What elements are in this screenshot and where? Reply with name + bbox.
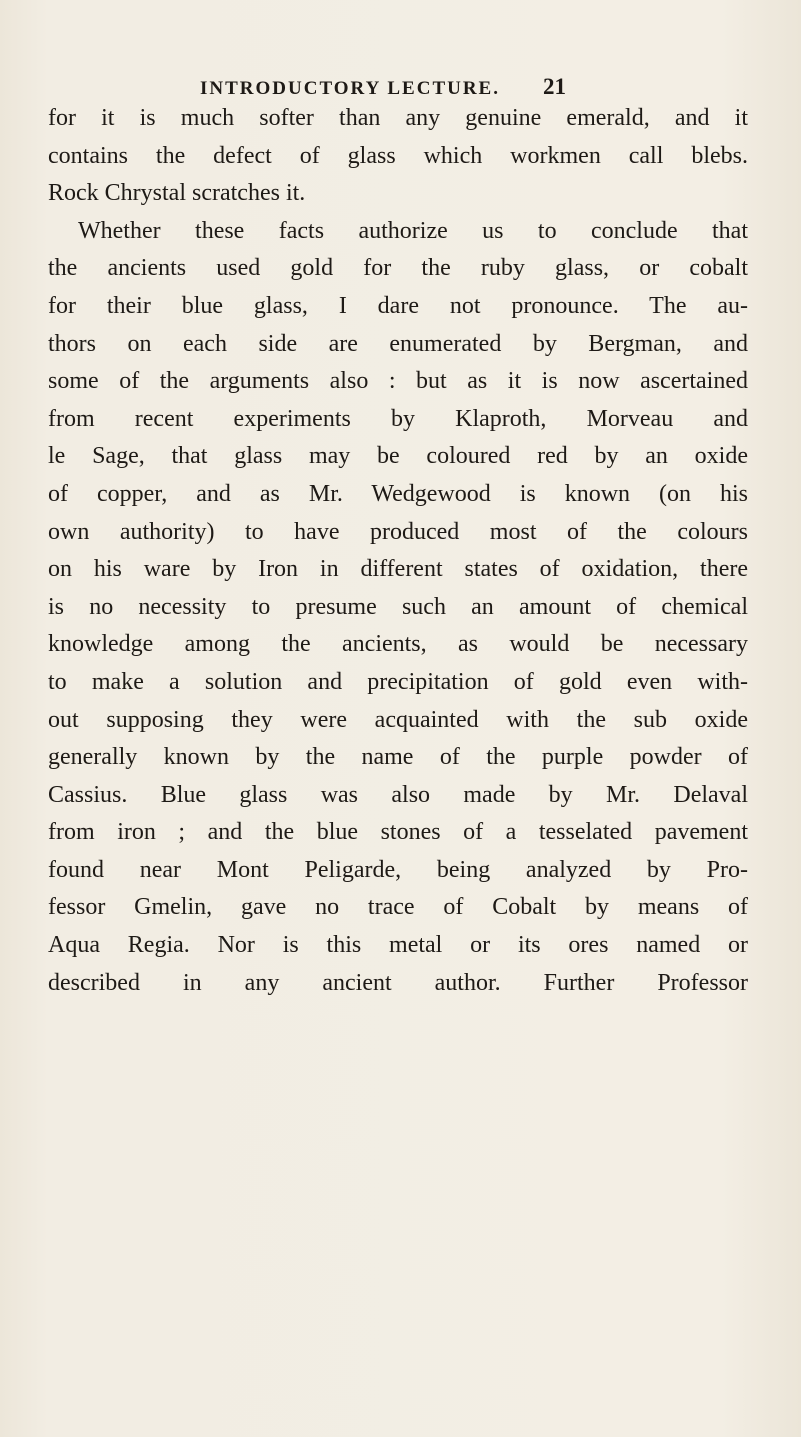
text-line: Cassius. Blue glass was also made by Mr. Delaval xyxy=(48,781,748,808)
running-head: INTRODUCTORY LECTURE. xyxy=(200,78,500,99)
text-line: from recent experiments by Klaproth, Morveau and xyxy=(48,405,748,432)
text-line: contains the defect of glass which workmen call blebs. xyxy=(48,142,748,169)
text-line: for it is much softer than any genuine emerald, and it xyxy=(48,105,748,131)
text-line: out supposing they were acquainted with the sub oxide xyxy=(48,706,748,733)
text-line: described in any ancient author. Further Professor xyxy=(48,969,748,996)
text-line: generally known by the name of the purple powder of xyxy=(48,744,748,771)
text-line: the ancients used gold for the ruby glass, or cobalt xyxy=(48,255,748,282)
text-line: some of the arguments also : but as it is now ascertained xyxy=(48,368,748,395)
body-text xyxy=(48,100,748,1002)
text-line: le Sage, that glass may be coloured red by an oxide xyxy=(48,443,748,470)
text-line: knowledge among the ancients, as would be necessary xyxy=(48,631,748,658)
text-line: of copper, and as Mr. Wedgewood is known (on his xyxy=(48,480,748,507)
text-line: thors on each side are enumerated by Bergman, and xyxy=(48,330,748,357)
text-line: found near Mont Peligarde, being analyzed by Pro- xyxy=(48,856,748,883)
text-line: from iron ; and the blue stones of a tesselated pavement xyxy=(48,819,748,846)
text-line: to make a solution and precipitation of gold even with- xyxy=(48,668,748,695)
text-line: is no necessity to presume such an amount of chemical xyxy=(48,593,748,620)
text-line: fessor Gmelin, gave no trace of Cobalt by means of xyxy=(48,894,748,921)
page-number: 21 xyxy=(543,74,566,99)
text-line: on his ware by Iron in different states of oxidation, there xyxy=(48,556,748,583)
text-line: Whether these facts authorize us to conclude that xyxy=(78,217,748,244)
text-line: for their blue glass, I dare not pronounce. The au- xyxy=(48,292,748,319)
text-line: Aqua Regia. Nor is this metal or its ores named or xyxy=(48,932,748,959)
text-line: own authority) to have produced most of the colours xyxy=(48,518,748,545)
text-line: Rock Chrystal scratches it. xyxy=(48,180,306,207)
